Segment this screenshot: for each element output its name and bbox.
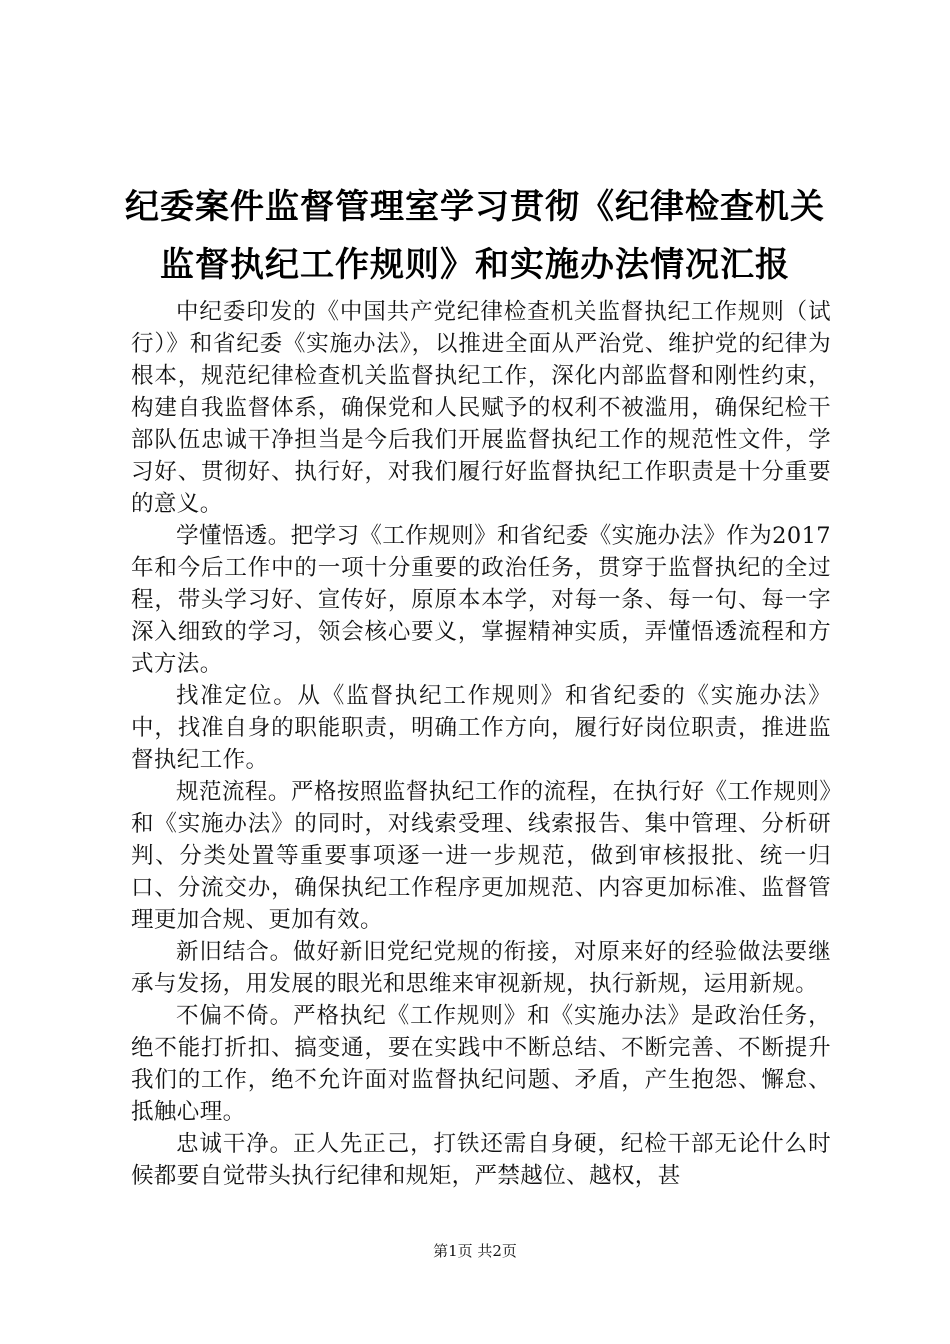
- paragraph-intro: 中纪委印发的《中国共产党纪律检查机关监督执纪工作规则（试行）》和省纪委《实施办法》，以推进全面从严治党、维护党的纪律为根本，规范纪律检查机关监督执纪工作，深化内部监督和刚性约束，构建自我监督体系，确保党和人民赋予的权利不被滥用，确保纪检干部队伍忠诚干净担当是今后我们开展监督执纪工作的规范性文件，学习好、贯彻好、执行好，对我们履行好监督执纪工作职责是十分重要的意义。: [131, 299, 831, 517]
- title-line-1: 纪委案件监督管理室学习贯彻《纪律检查机关: [125, 187, 825, 227]
- paragraph-positioning: 找准定位。从《监督执纪工作规则》和省纪委的《实施办法》中，找准自身的职能职责，明确工作方向，履行好岗位职责，推进监督执纪工作。: [131, 683, 831, 773]
- page-number: 第1页 共2页: [433, 1242, 517, 1260]
- document-body: [131, 296, 831, 1192]
- paragraph-study: 学懂悟透。把学习《工作规则》和省纪委《实施办法》作为2017年和今后工作中的一项十分重要的政治任务，贯穿于监督执纪的全过程，带头学习好、宣传好，原原本本学，对每一条、每一句、每一字深入细致的学习，领会核心要义，掌握精神实质，弄懂悟透流程和方式方法。: [131, 523, 831, 677]
- paragraph-impartial: 不偏不倚。严格执纪《工作规则》和《实施办法》是政治任务，绝不能打折扣、搞变通，要在实践中不断总结、不断完善、不断提升我们的工作，绝不允许面对监督执纪问题、矛盾，产生抱怨、懈怠、抵触心理。: [131, 1003, 831, 1125]
- paragraph-process: 规范流程。严格按照监督执纪工作的流程，在执行好《工作规则》和《实施办法》的同时，对线索受理、线索报告、集中管理、分析研判、分类处置等重要事项逐一进一步规范，做到审核报批、统一归口、分流交办，确保执纪工作程序更加规范、内容更加标准、监督管理更加合规、更加有效。: [131, 779, 831, 933]
- title-line-2: 监督执纪工作规则》和实施办法情况汇报: [160, 245, 790, 285]
- paragraph-old-new: 新旧结合。做好新旧党纪党规的衔接，对原来好的经验做法要继承与发扬，用发展的眼光和思维来审视新规，执行新规，运用新规。: [131, 939, 831, 997]
- paragraph-loyal: 忠诚干净。正人先正己，打铁还需自身硬，纪检干部无论什么时候都要自觉带头执行纪律和规矩，严禁越位、越权，甚: [131, 1131, 831, 1189]
- document-title: [100, 178, 850, 294]
